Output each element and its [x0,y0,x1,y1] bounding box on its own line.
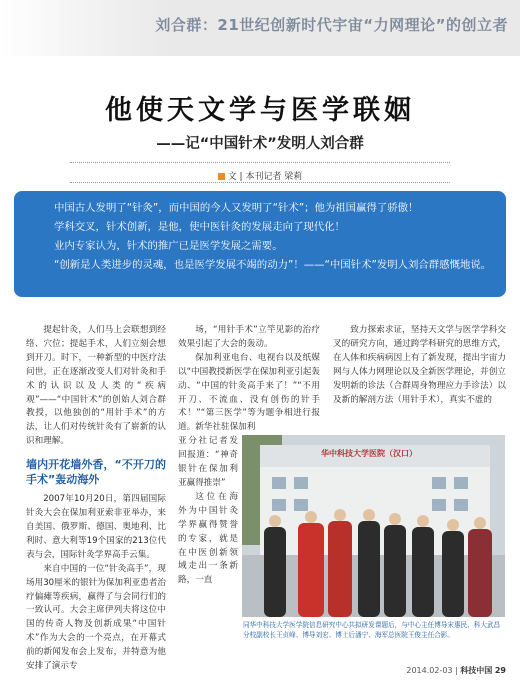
section-heading: 墙内开花墙外香，“不开刀的手术”轰动海外 [26,458,166,487]
group-photo [242,435,505,617]
page-number: 29 [494,666,506,675]
header-band [0,0,520,56]
body-paragraph: 这位在海外为中国针灸学界赢得赞誉的专家，就是在中医创新领域走出一条新路，一直 [178,491,238,586]
header-fade [0,0,170,56]
photo-caption: 同华中科技大学医学院信息研究中心共拟研发课题后，与中心主任博导宋惠民、科大武昌分校副校长王贞峰、博导刘宏、博士后潘宁、海军总医院王俊主任合影。 [243,621,501,639]
lead-paragraph: 中国古人发明了“针灸”，而中国的今人又发明了“针术”；他为祖国赢得了骄傲！ [54,202,419,214]
lead-box [14,191,506,297]
group-photo-illustration [242,435,505,617]
footer-separator: | [455,666,461,675]
article-title: 他使天文学与医学联姻 [105,95,415,126]
lead-paragraph: 业内专家认为，针术的推广已是医学发展之需要。 [54,240,283,252]
body-paragraph: 致力探索求证，坚持天文学与医学学科交叉的研究方向，通过跨学科研究的思维方式，在人体和疾病病因上有了新发现，提出宇宙力网与人体力网理论以及全新医学理论，并创立发明新的诊法（合群周身物理应力手诊法）以及新的解剖方法（用针手术），真实不虚的 [333,325,506,405]
column-3 [333,324,506,407]
page-footer [406,665,506,676]
magazine-name: 科技中国 [460,666,493,675]
orange-square-icon [218,173,225,180]
hospital-sign: 华中科技大学医院（汉口） [321,449,417,458]
series-title: 刘合群：21世纪创新时代宇宙“力网理论”的创立者 [155,16,508,34]
body-paragraph: 提起针灸，人们马上会联想到经络、穴位；提起手术，人们立刻会想到开刀。时下，一种新型的中医疗法问世，正在逐渐改变人们对针灸和手术的认识以及人类的“疾病观”——“中国针术”的创始人刘合群教授，以他独创的“用针手术”的方法，让人们对传统针灸有了崭新的认识和理解。 [26,325,166,447]
issue-date: 2014.02-03 [406,666,453,675]
column-1 [26,324,166,674]
lead-paragraph: 学科交叉，针术创新，是他，使中医针灸的发展走向了现代化！ [54,221,345,233]
body-paragraph: 2007年10月20日，第四届国际针灸大会在保加利亚索非亚举办，来自美国、俄罗斯、德国、奥地利、比利时、意大利等19个国家的213位代表与会，国际针灸学界高手云集。 [26,494,166,560]
lead-paragraph: “创新是人类进步的灵魂，也是医学发展不竭的动力”！——“中国针术”发明人刘合群感慨地说。 [54,259,492,271]
article-subtitle: ——记“中国针术”发明人刘合群 [156,136,364,152]
byline [0,169,520,182]
body-paragraph: 亚分社记者发回报道：“神奇银针在保加利亚赢得推崇” [178,436,238,488]
narrow-column [178,435,238,588]
body-paragraph: 来自中国的一位“针灸高手”，现场用30厘米的银针为保加利亚患者治疗偏瘫等疾病，赢得了与会同行们的一致认可。大会主席伊列夫将这位中国的传奇人物及创新成果“中国针术”作为大会的一个亮点，在开幕式前的新闻发布会上发布，并特意为他安排了演示专 [26,563,166,672]
body-paragraph: 保加利亚电台、电视台以及纸媒以“中国教授新医学在保加利亚引起轰动、“中国的针灸高手来了！”“不用开刀、不流血、没有创伤的针手术！”“第三医学”等为题争相进行报道。新华社驻保加利 [178,352,320,433]
divider-top [70,162,450,163]
byline-text: 文 | 本刊记者 梁莉 [227,172,303,182]
body-paragraph: 场，“用针手术”立竿见影的治疗效果引起了大会的轰动。 [178,325,320,349]
divider-bottom [70,182,450,183]
